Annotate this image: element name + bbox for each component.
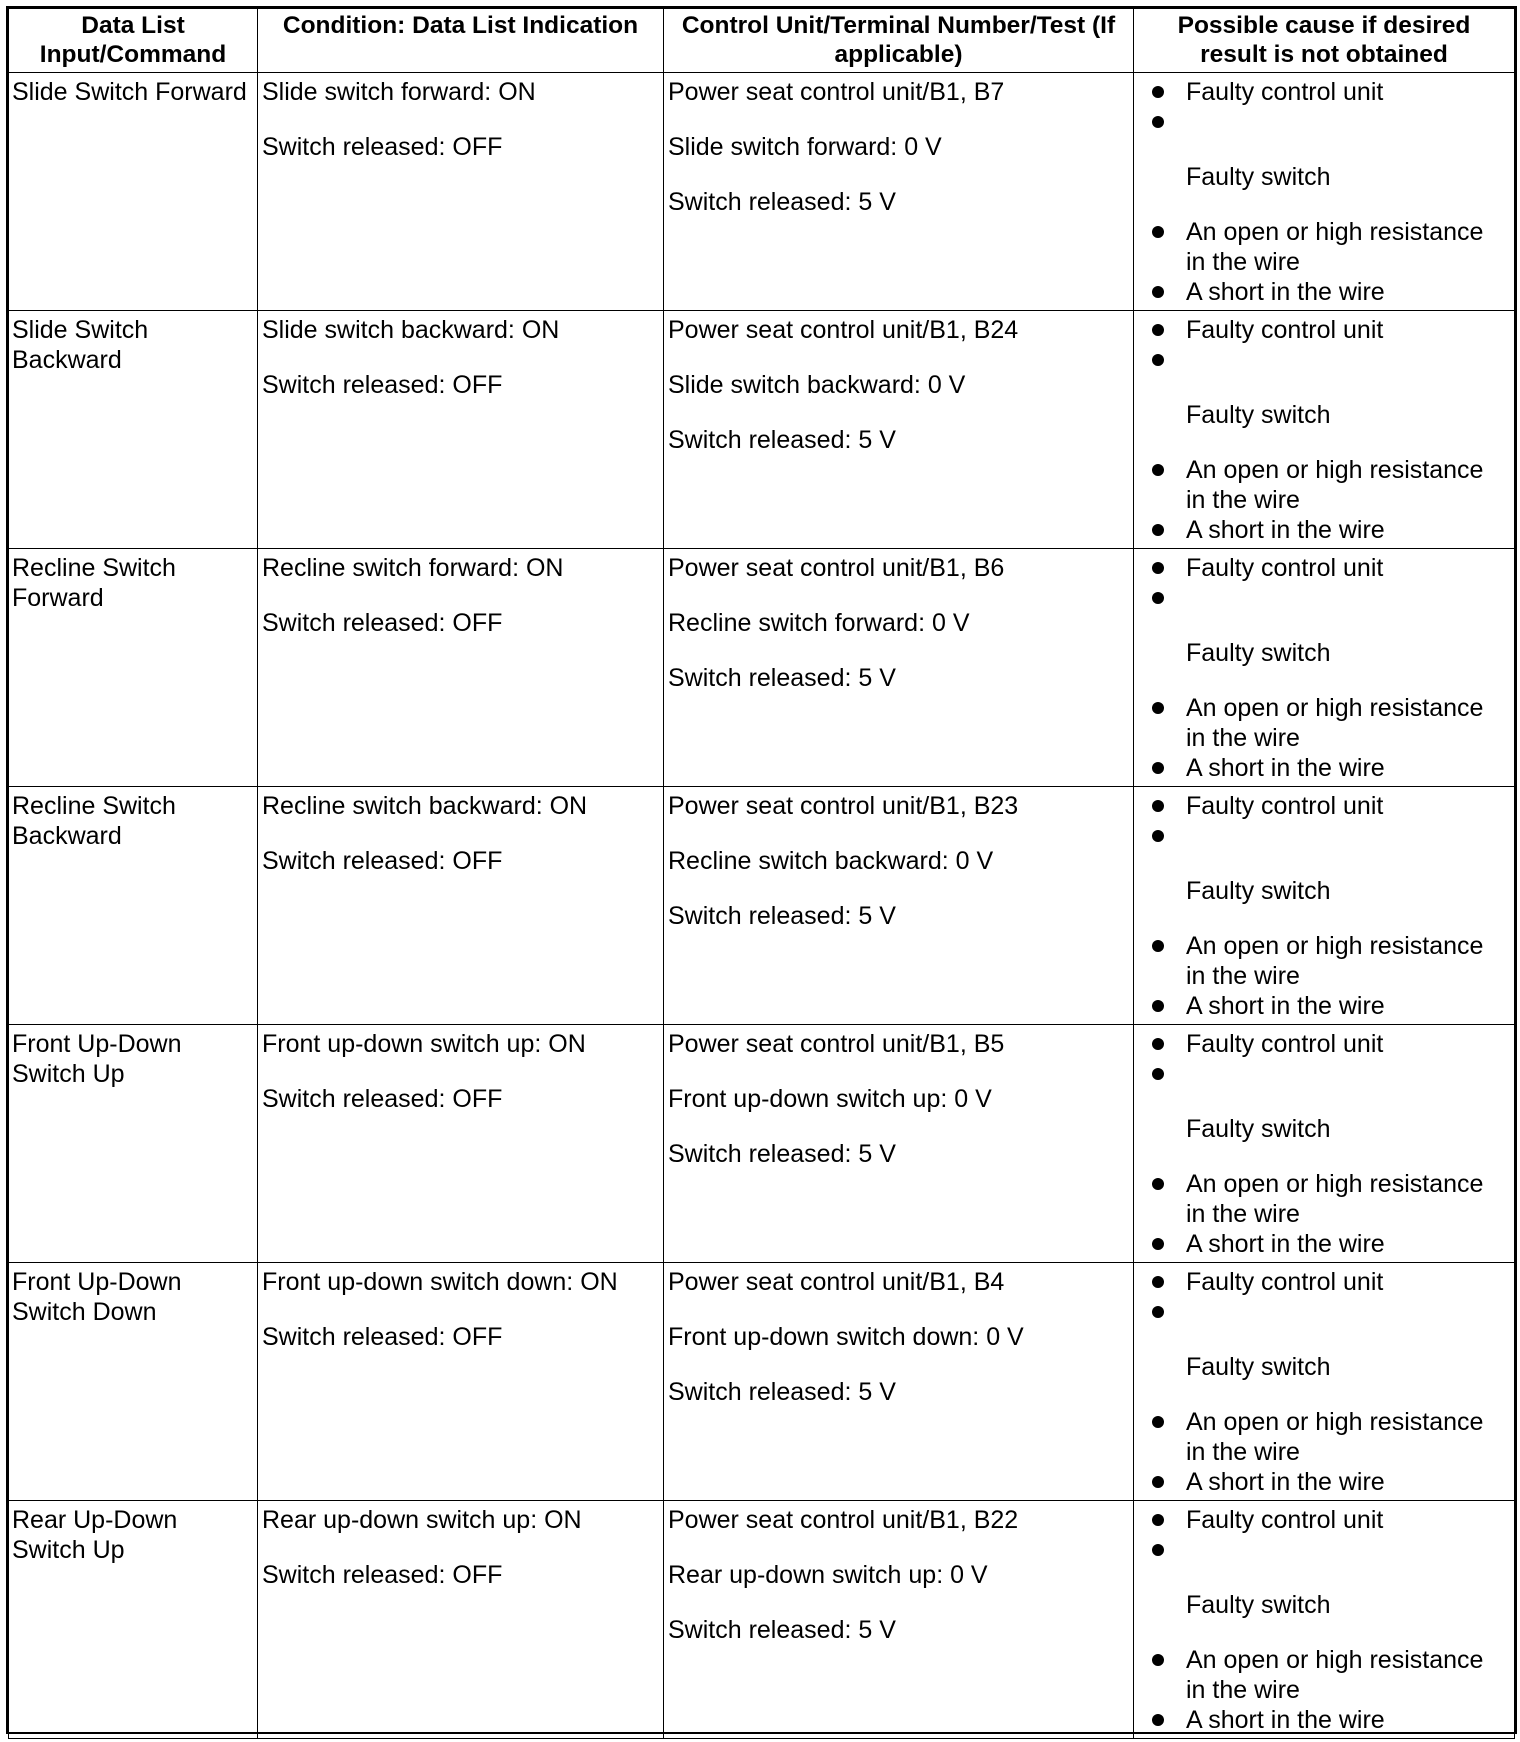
test-on-text: Recline switch backward: 0 V xyxy=(668,847,994,875)
cause-item xyxy=(1150,851,1508,906)
cause-item xyxy=(1150,1059,1508,1089)
terminal-test-cell xyxy=(664,73,1134,311)
cause-item xyxy=(1150,1267,1508,1297)
condition-on-text: Rear up-down switch up: ON xyxy=(262,1506,582,1534)
terminal-text: Power seat control unit/B1, B6 xyxy=(668,554,1005,582)
condition-on-text: Front up-down switch up: ON xyxy=(262,1030,586,1058)
cause-text: Faulty control unit xyxy=(1186,78,1384,106)
cause-item xyxy=(1150,1089,1508,1144)
terminal-test-cell xyxy=(664,311,1134,549)
condition-on-text: Front up-down switch down: ON xyxy=(262,1268,618,1296)
bullet-icon xyxy=(1152,324,1164,336)
bullet-icon xyxy=(1152,702,1164,714)
data-list-name xyxy=(9,311,258,549)
input-command-text: Recline Switch Backward xyxy=(12,792,176,850)
header-data-list-input: Data List Input/Command xyxy=(9,9,258,73)
cause-item xyxy=(1150,613,1508,668)
bullet-icon xyxy=(1152,830,1164,842)
bullet-icon xyxy=(1152,1654,1164,1666)
possible-causes-cell xyxy=(1134,1025,1515,1263)
possible-causes-cell xyxy=(1134,1501,1515,1739)
test-off-text: Switch released: 5 V xyxy=(668,664,896,692)
bullet-icon xyxy=(1152,762,1164,774)
cause-item xyxy=(1150,1229,1508,1259)
bullet-icon xyxy=(1152,592,1164,604)
bullet-icon xyxy=(1152,1544,1164,1556)
cause-text: Faulty control unit xyxy=(1186,554,1384,582)
cause-item xyxy=(1150,991,1508,1021)
terminal-test-cell xyxy=(664,1263,1134,1501)
bullet-icon xyxy=(1152,1276,1164,1288)
condition-cell xyxy=(258,549,664,787)
cause-text: An open or high resistance in the wire xyxy=(1186,1408,1484,1466)
cause-text: Faulty control unit xyxy=(1186,1030,1384,1058)
cause-text: A short in the wire xyxy=(1186,1230,1385,1258)
cause-text: A short in the wire xyxy=(1186,516,1385,544)
cause-item xyxy=(1150,1705,1508,1735)
condition-off-text: Switch released: OFF xyxy=(262,371,503,399)
terminal-test-cell xyxy=(664,549,1134,787)
data-list-document xyxy=(6,6,1517,1734)
cause-item xyxy=(1150,1535,1508,1565)
possible-causes-cell xyxy=(1134,73,1515,311)
bullet-icon xyxy=(1152,1068,1164,1080)
cause-text: Faulty switch xyxy=(1186,1353,1331,1381)
table-row xyxy=(9,73,1515,311)
bullet-icon xyxy=(1152,524,1164,536)
cause-item xyxy=(1150,1645,1508,1705)
input-command-text: Rear Up-Down Switch Up xyxy=(12,1506,178,1564)
cause-text: A short in the wire xyxy=(1186,1706,1385,1734)
cause-item xyxy=(1150,1505,1508,1535)
cause-text: An open or high resistance in the wire xyxy=(1186,694,1484,752)
possible-causes-cell xyxy=(1134,787,1515,1025)
condition-cell xyxy=(258,311,664,549)
table-row xyxy=(9,311,1515,549)
cause-text: Faulty control unit xyxy=(1186,1268,1384,1296)
cause-item xyxy=(1150,515,1508,545)
condition-on-text: Recline switch backward: ON xyxy=(262,792,588,820)
possible-causes-cell xyxy=(1134,549,1515,787)
cause-text: Faulty switch xyxy=(1186,1115,1331,1143)
cause-text: An open or high resistance in the wire xyxy=(1186,1170,1484,1228)
cause-item xyxy=(1150,791,1508,821)
table-row xyxy=(9,1025,1515,1263)
data-list-name xyxy=(9,73,258,311)
data-list-name xyxy=(9,549,258,787)
condition-off-text: Switch released: OFF xyxy=(262,847,503,875)
cause-text: A short in the wire xyxy=(1186,1468,1385,1496)
cause-item xyxy=(1150,1297,1508,1327)
terminal-text: Power seat control unit/B1, B7 xyxy=(668,78,1005,106)
cause-item xyxy=(1150,1029,1508,1059)
bullet-icon xyxy=(1152,354,1164,366)
bullet-icon xyxy=(1152,226,1164,238)
bullet-icon xyxy=(1152,1038,1164,1050)
possible-causes-cell xyxy=(1134,1263,1515,1501)
cause-item xyxy=(1150,1169,1508,1229)
test-on-text: Front up-down switch up: 0 V xyxy=(668,1085,992,1113)
bullet-icon xyxy=(1152,1416,1164,1428)
test-off-text: Switch released: 5 V xyxy=(668,188,896,216)
table-row xyxy=(9,1501,1515,1739)
condition-cell xyxy=(258,1025,664,1263)
cause-item xyxy=(1150,753,1508,783)
bullet-icon xyxy=(1152,1306,1164,1318)
cause-item xyxy=(1150,1327,1508,1382)
table-row xyxy=(9,1263,1515,1501)
input-command-text: Front Up-Down Switch Down xyxy=(12,1268,182,1326)
cause-text: A short in the wire xyxy=(1186,754,1385,782)
terminal-test-cell xyxy=(664,787,1134,1025)
possible-causes-cell xyxy=(1134,311,1515,549)
condition-on-text: Recline switch forward: ON xyxy=(262,554,564,582)
condition-off-text: Switch released: OFF xyxy=(262,1561,503,1589)
cause-text: A short in the wire xyxy=(1186,992,1385,1020)
cause-item xyxy=(1150,137,1508,192)
cause-item xyxy=(1150,693,1508,753)
data-list-name xyxy=(9,1025,258,1263)
condition-cell xyxy=(258,1263,664,1501)
bullet-icon xyxy=(1152,116,1164,128)
test-on-text: Rear up-down switch up: 0 V xyxy=(668,1561,988,1589)
condition-off-text: Switch released: OFF xyxy=(262,1085,503,1113)
bullet-icon xyxy=(1152,464,1164,476)
input-command-text: Slide Switch Forward xyxy=(12,78,247,106)
cause-text: An open or high resistance in the wire xyxy=(1186,932,1484,990)
bullet-icon xyxy=(1152,800,1164,812)
cause-text: Faulty switch xyxy=(1186,639,1331,667)
cause-text: Faulty switch xyxy=(1186,877,1331,905)
header-condition: Condition: Data List Indication xyxy=(258,9,664,73)
cause-text: Faulty switch xyxy=(1186,163,1331,191)
bullet-icon xyxy=(1152,562,1164,574)
table-header-row xyxy=(9,9,1515,73)
input-command-text: Slide Switch Backward xyxy=(12,316,149,374)
cause-item xyxy=(1150,107,1508,137)
cause-text: An open or high resistance in the wire xyxy=(1186,456,1484,514)
table-row xyxy=(9,787,1515,1025)
cause-text: Faulty control unit xyxy=(1186,1506,1384,1534)
bullet-icon xyxy=(1152,286,1164,298)
test-on-text: Recline switch forward: 0 V xyxy=(668,609,970,637)
cause-text: Faulty switch xyxy=(1186,401,1331,429)
cause-text: An open or high resistance in the wire xyxy=(1186,1646,1484,1704)
header-possible-cause: Possible cause if desired result is not obtained xyxy=(1134,9,1515,73)
condition-cell xyxy=(258,73,664,311)
test-off-text: Switch released: 5 V xyxy=(668,426,896,454)
condition-cell xyxy=(258,1501,664,1739)
terminal-text: Power seat control unit/B1, B4 xyxy=(668,1268,1005,1296)
cause-item xyxy=(1150,217,1508,277)
data-list-name xyxy=(9,1263,258,1501)
cause-item xyxy=(1150,583,1508,613)
condition-off-text: Switch released: OFF xyxy=(262,1323,503,1351)
terminal-text: Power seat control unit/B1, B24 xyxy=(668,316,1019,344)
terminal-test-cell xyxy=(664,1501,1134,1739)
cause-item xyxy=(1150,821,1508,851)
bullet-icon xyxy=(1152,1178,1164,1190)
terminal-text: Power seat control unit/B1, B22 xyxy=(668,1506,1019,1534)
cause-text: An open or high resistance in the wire xyxy=(1186,218,1484,276)
condition-cell xyxy=(258,787,664,1025)
cause-item xyxy=(1150,1407,1508,1467)
condition-off-text: Switch released: OFF xyxy=(262,609,503,637)
header-control-unit-terminal: Control Unit/Terminal Number/Test (If applicable) xyxy=(664,9,1134,73)
condition-off-text: Switch released: OFF xyxy=(262,133,503,161)
bullet-icon xyxy=(1152,1476,1164,1488)
cause-item xyxy=(1150,277,1508,307)
test-off-text: Switch released: 5 V xyxy=(668,1616,896,1644)
input-command-text: Recline Switch Forward xyxy=(12,554,176,612)
cause-item xyxy=(1150,931,1508,991)
bullet-icon xyxy=(1152,1514,1164,1526)
bullet-icon xyxy=(1152,940,1164,952)
cause-text: A short in the wire xyxy=(1186,278,1385,306)
input-command-text: Front Up-Down Switch Up xyxy=(12,1030,182,1088)
cause-item xyxy=(1150,375,1508,430)
test-on-text: Slide switch backward: 0 V xyxy=(668,371,966,399)
data-list-name xyxy=(9,1501,258,1739)
terminal-test-cell xyxy=(664,1025,1134,1263)
condition-on-text: Slide switch forward: ON xyxy=(262,78,536,106)
cause-item xyxy=(1150,553,1508,583)
cause-item xyxy=(1150,345,1508,375)
bullet-icon xyxy=(1152,1714,1164,1726)
terminal-text: Power seat control unit/B1, B5 xyxy=(668,1030,1005,1058)
bullet-icon xyxy=(1152,86,1164,98)
cause-text: Faulty control unit xyxy=(1186,792,1384,820)
test-off-text: Switch released: 5 V xyxy=(668,1140,896,1168)
table-row xyxy=(9,549,1515,787)
condition-on-text: Slide switch backward: ON xyxy=(262,316,560,344)
cause-item xyxy=(1150,77,1508,107)
cause-item xyxy=(1150,315,1508,345)
cause-text: Faulty switch xyxy=(1186,1591,1331,1619)
cause-text: Faulty control unit xyxy=(1186,316,1384,344)
bullet-icon xyxy=(1152,1000,1164,1012)
terminal-text: Power seat control unit/B1, B23 xyxy=(668,792,1019,820)
test-on-text: Front up-down switch down: 0 V xyxy=(668,1323,1024,1351)
data-list-name xyxy=(9,787,258,1025)
data-list-table xyxy=(8,8,1515,1739)
test-on-text: Slide switch forward: 0 V xyxy=(668,133,942,161)
cause-item xyxy=(1150,455,1508,515)
cause-item xyxy=(1150,1565,1508,1620)
test-off-text: Switch released: 5 V xyxy=(668,1378,896,1406)
bullet-icon xyxy=(1152,1238,1164,1250)
cause-item xyxy=(1150,1467,1508,1497)
test-off-text: Switch released: 5 V xyxy=(668,902,896,930)
